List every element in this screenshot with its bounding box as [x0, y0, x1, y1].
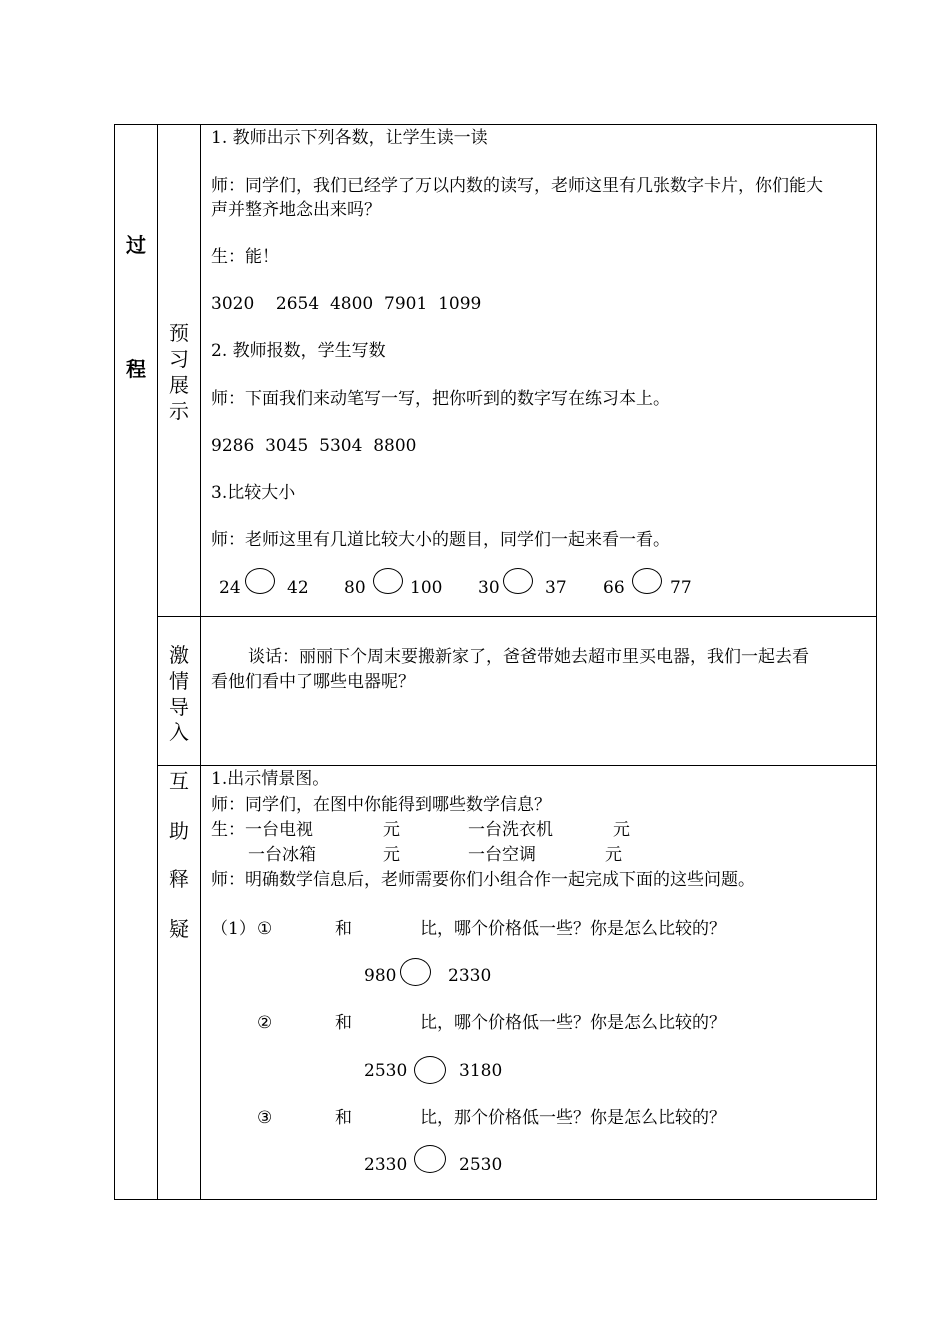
question-1-left: 980: [364, 966, 397, 986]
intro-label-3: 导: [169, 695, 189, 719]
question-3-left: 2330: [364, 1155, 408, 1175]
table-bottom-border: [114, 1199, 877, 1200]
intro-line-2: 看他们看中了哪些电器呢？: [211, 672, 415, 692]
compare-3-circle: [503, 568, 533, 594]
help-line-1: 1.出示情景图。: [211, 769, 330, 789]
help-label-4: 疑: [169, 917, 189, 941]
table-right-border: [876, 124, 877, 1200]
intro-line-1: 谈话：丽丽下个周末要搬新家了，爸爸带她去超市里买电器，我们一起去看: [248, 647, 809, 667]
preview-numbers-write: 9286 3045 5304 8800: [211, 436, 417, 456]
help-fridge-label: 一台冰箱: [248, 845, 316, 865]
question-1-and: 和: [335, 919, 352, 939]
preview-line-7: 师：下面我们来动笔写一写，把你听到的数字写在练习本上。: [211, 389, 670, 409]
compare-4-left: 66: [603, 578, 625, 598]
help-washer-yuan: 元: [613, 820, 630, 840]
help-ac-yuan: 元: [605, 845, 622, 865]
intro-label-1: 激: [169, 643, 189, 667]
row-divider-2: [157, 765, 877, 766]
question-3-text: 比，那个价格低一些？你是怎么比较的？: [420, 1108, 726, 1128]
help-line-5: 师：明确数学信息后，老师需要你们小组合作一起完成下面的这些问题。: [211, 870, 755, 890]
preview-line-10: 师：老师这里有几道比较大小的题目，同学们一起来看一看。: [211, 530, 670, 550]
preview-numbers-read: 3020 2654 4800 7901 1099: [211, 294, 482, 314]
question-3-num: ③: [257, 1108, 273, 1128]
compare-4-circle: [632, 568, 662, 594]
preview-label-1: 预: [169, 321, 189, 345]
question-2-and: 和: [335, 1013, 352, 1033]
compare-4-right: 77: [670, 578, 692, 598]
question-1-circle: [400, 958, 431, 986]
compare-2-right: 100: [410, 578, 443, 598]
question-prefix: （1）: [211, 919, 256, 939]
help-ac-label: 一台空调: [468, 845, 536, 865]
preview-line-4: 生：能！: [211, 247, 279, 267]
help-washer-label: 一台洗衣机: [468, 820, 553, 840]
help-label-2: 助: [169, 819, 189, 843]
compare-1-right: 42: [287, 578, 309, 598]
question-1-text: 比，哪个价格低一些？你是怎么比较的？: [420, 919, 726, 939]
preview-line-1: 1. 教师出示下列各数，让学生读一读: [211, 128, 488, 148]
help-label-1: 互: [169, 769, 189, 793]
intro-label-4: 入: [169, 720, 189, 744]
table-top-border: [114, 124, 877, 125]
preview-label-4: 示: [169, 399, 189, 423]
help-line-2: 师：同学们，在图中你能得到哪些数学信息？: [211, 795, 551, 815]
intro-label-2: 情: [169, 669, 189, 693]
question-2-left: 2530: [364, 1061, 408, 1081]
question-2-right: 3180: [459, 1061, 503, 1081]
preview-line-2: 师：同学们，我们已经学了万以内数的读写，老师这里有几张数字卡片，你们能大: [211, 176, 823, 196]
preview-line-6: 2. 教师报数，学生写数: [211, 341, 386, 361]
help-label-3: 释: [169, 867, 189, 891]
compare-2-left: 80: [344, 578, 366, 598]
process-label-char2: 程: [126, 357, 146, 381]
preview-line-3: 声并整齐地念出来吗？: [211, 200, 381, 220]
row-divider-1: [157, 616, 877, 617]
help-tv-label: 生：一台电视: [211, 820, 313, 840]
question-1-right: 2330: [448, 966, 492, 986]
help-tv-yuan: 元: [383, 820, 400, 840]
question-3-circle: [414, 1145, 446, 1173]
process-label-char1: 过: [126, 233, 146, 257]
compare-3-right: 37: [545, 578, 567, 598]
table-col-divider-1: [157, 124, 158, 1200]
compare-2-circle: [373, 568, 403, 594]
question-3-and: 和: [335, 1108, 352, 1128]
table-left-border: [114, 124, 115, 1200]
compare-1-left: 24: [219, 578, 241, 598]
preview-label-3: 展: [169, 373, 189, 397]
question-1-num: ①: [257, 919, 273, 939]
compare-1-circle: [245, 568, 275, 594]
question-2-circle: [414, 1056, 446, 1084]
help-fridge-yuan: 元: [383, 845, 400, 865]
question-2-text: 比，哪个价格低一些？你是怎么比较的？: [420, 1013, 726, 1033]
preview-line-9: 3.比较大小: [211, 483, 296, 503]
question-2-num: ②: [257, 1013, 273, 1033]
question-3-right: 2530: [459, 1155, 503, 1175]
compare-3-left: 30: [478, 578, 500, 598]
preview-label-2: 习: [169, 347, 189, 371]
table-col-divider-2: [200, 124, 201, 1200]
